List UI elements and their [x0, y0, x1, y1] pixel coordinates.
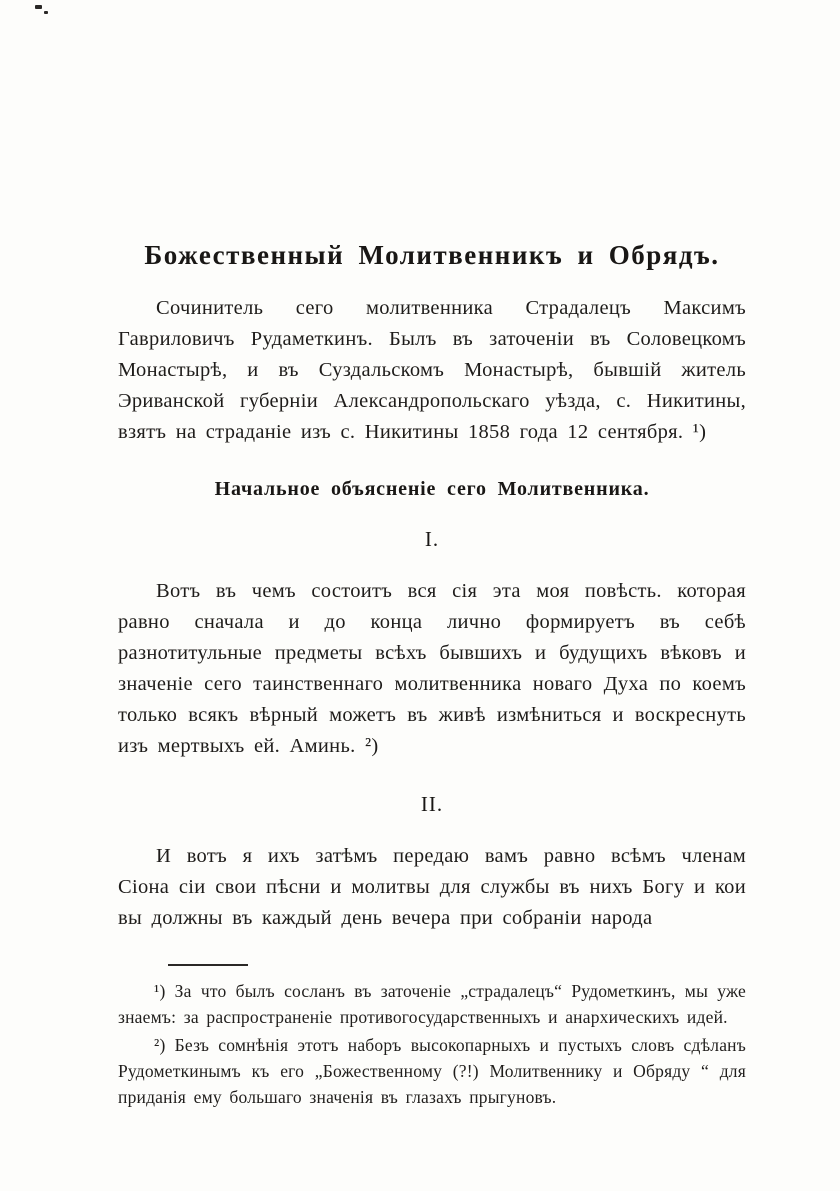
section-1-heading: I.	[424, 527, 440, 551]
scan-artifact	[35, 5, 42, 9]
footnote-separator	[168, 964, 248, 966]
subtitle: Начальное объясненіе сего Молитвенника.	[214, 478, 650, 500]
intro-paragraph: Сочинитель сего молитвенника Страдалецъ Максимъ Гавриловичъ Рудаметкинъ. Былъ въ заточеніи въ Соловецкомъ Монастырѣ, и въ Суздальскомъ Монастырѣ, бывшій житель Эриванской губерніи Александропольскаго уѣзда, с. Никитины, взятъ на страданіе изъ с. Никитины 1858 года 12 сентября. ¹)	[118, 297, 746, 443]
text-block	[118, 0, 746, 1110]
footnote-2: ²) Безъ сомнѣнія этотъ наборъ высокопарныхъ и пустыхъ словъ сдѣланъ Рудометкинымъ къ его „Божественному (?!) Молитвеннику и Обряду “ для приданія ему большаго значенія въ глазахъ прыгуновъ.	[118, 1035, 746, 1107]
section-2-heading: II.	[420, 792, 444, 816]
footnote-1: ¹) За что былъ сосланъ въ заточеніе „страдалецъ“ Рудометкинъ, мы уже знаемъ: за распространеніе противогосударственныхъ и анархическихъ идей.	[118, 981, 746, 1027]
scan-artifact	[44, 11, 48, 14]
section-1-paragraph: Вотъ въ чемъ состоитъ вся сія эта моя повѣсть. которая равно сначала и до конца лично формируетъ въ себѣ разнотитульные предметы всѣхъ бывшихъ и будущихъ вѣковъ и значеніе сего таинственнаго молитвенника новаго Духа по коемъ только всякъ вѣрный можетъ въ живѣ измѣниться и воскреснуть изъ мертвыхъ ей. Аминь. ²)	[118, 580, 746, 757]
page-title: Божественный Молитвенникъ и Обрядъ.	[144, 240, 720, 270]
section-2-paragraph: И вотъ я ихъ затѣмъ передаю вамъ равно всѣмъ членам Сіона сіи свои пѣсни и молитвы для службы въ нихъ Богу и кои вы должны въ каждый день вечера при собраніи народа	[118, 845, 746, 929]
